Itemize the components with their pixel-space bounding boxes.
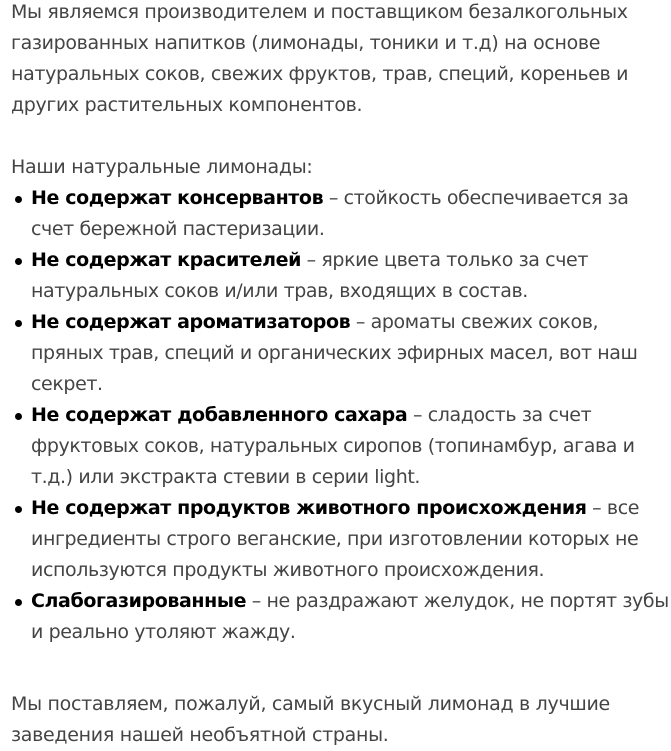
article-content: [11, 0, 671, 751]
feature-title: Не содержат консервантов: [31, 187, 324, 209]
feature-title: Не содержат добавленного сахара: [31, 404, 408, 426]
feature-description: – стойкость обеспечивается за счет бережной пастеризации.: [31, 187, 629, 240]
list-heading: Наши натуральные лимонады:: [11, 156, 313, 178]
feature-description: – ароматы свежих соков, пряных трав, специй и органических эфирных масел, вот наш секрет.: [31, 311, 638, 395]
feature-title: Слабогазированные: [31, 590, 247, 612]
feature-description: – яркие цвета только за счет натуральных соков и/или трав, входящих в состав.: [31, 249, 588, 302]
feature-description: – сладость за счет фруктовых соков, натуральных сиропов (топинамбур, агава и т.д.) или экстракта стевии в серии light.: [31, 404, 635, 488]
list-item: [11, 400, 671, 493]
list-item: [11, 493, 671, 586]
bullet-icon: [15, 506, 22, 513]
bullet-icon: [15, 196, 22, 203]
bullet-icon: [15, 599, 22, 606]
list-item: [11, 307, 671, 400]
list-item: [11, 586, 671, 648]
feature-title: Не содержат красителей: [31, 249, 302, 271]
intro-paragraph: Мы являемся производителем и поставщиком безалкогольных газированных напитков (лимонады, тоники и т.д) на основе натуральных соков, свежих фруктов, трав, специй, кореньев и других растительных компонентов.: [11, 1, 629, 116]
feature-description: – все ингредиенты строго веганские, при изготовлении которых не используются продукты животного происхождения.: [31, 497, 640, 581]
bullet-icon: [15, 320, 22, 327]
outro-paragraph: Мы поставляем, пожалуй, самый вкусный лимонад в лучшие заведения нашей необъятной страны.: [11, 693, 610, 746]
list-item: [11, 183, 671, 245]
bullet-icon: [15, 258, 22, 265]
features-list: [11, 183, 671, 648]
feature-title: Не содержат продуктов животного происхождения: [31, 497, 587, 519]
list-item: [11, 245, 671, 307]
bullet-icon: [15, 413, 22, 420]
feature-description: – не раздражают желудок, не портят зубы и реально утоляют жажду.: [31, 590, 669, 643]
feature-title: Не содержат ароматизаторов: [31, 311, 351, 333]
